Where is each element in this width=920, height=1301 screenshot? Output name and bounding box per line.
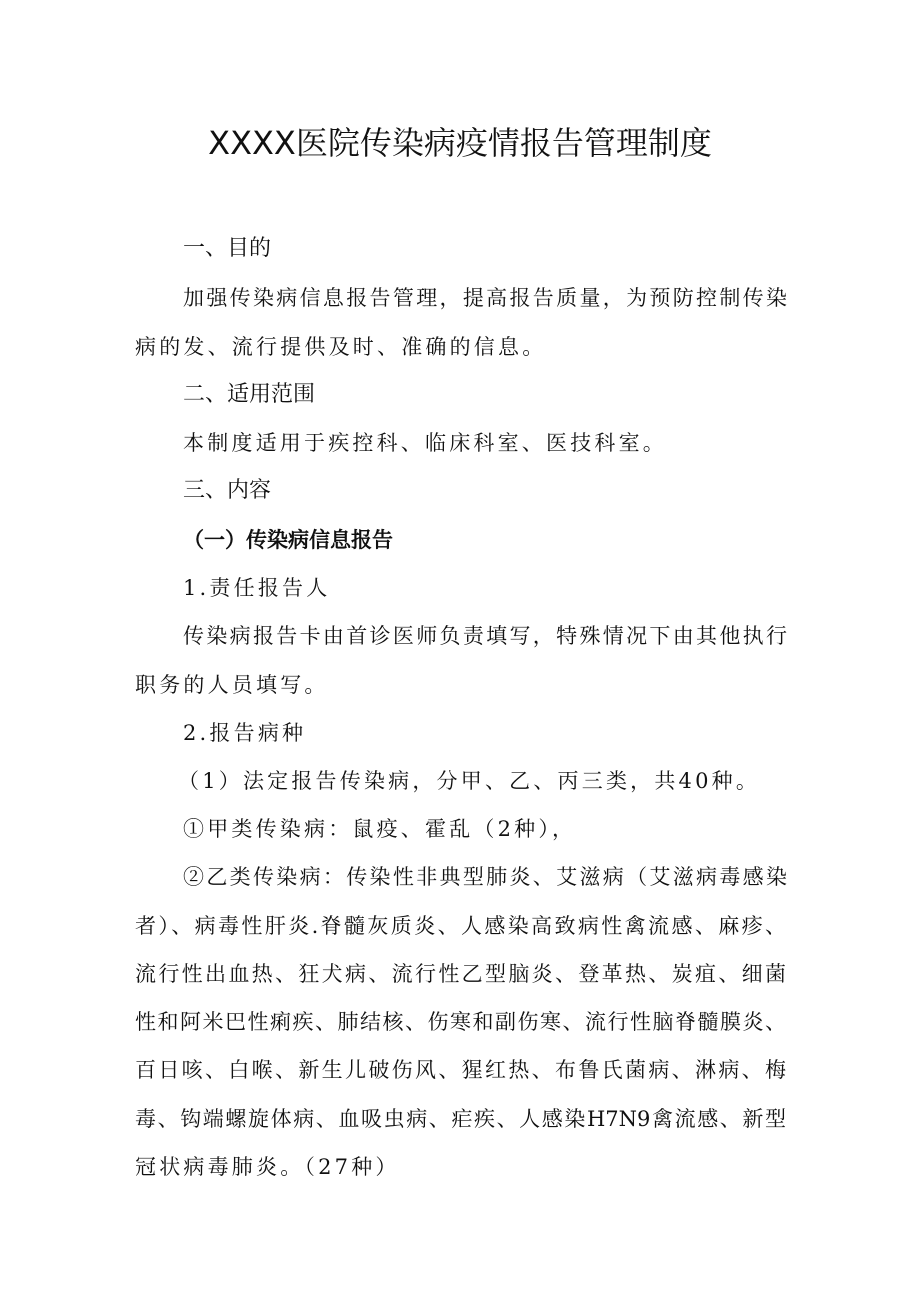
subsection-heading: （一）传染病信息报告 (183, 528, 393, 552)
paragraph-line: 传染病报告卡由首诊医师负责填写，特殊情况下由其他执行 (183, 624, 787, 648)
paragraph-line: ②乙类传染病：传染性非典型肺炎、艾滋病（艾滋病毒感染 (183, 865, 787, 889)
item-title: 2.报告病种 (183, 721, 307, 745)
paragraph-line: 加强传染病信息报告管理，提高报告质量，为预防控制传染 (183, 286, 787, 310)
paragraph-line: 性和阿米巴性痢疾、肺结核、伤寒和副伤寒、流行性脑脊髓膜炎、 (135, 1010, 786, 1034)
paragraph-line: 百日咳、白喉、新生儿破伤风、猩红热、布鲁氏菌病、淋病、梅 (135, 1058, 786, 1082)
item-title: 1.责任报告人 (183, 576, 331, 600)
paragraph-line: ①甲类传染病：鼠疫、霍乱（2种）， (183, 817, 577, 841)
paragraph-line: 病的发、流行提供及时、准确的信息。 (135, 335, 547, 359)
document-title: XXXX医院传染病疫情报告管理制度 (208, 124, 712, 162)
section-heading-purpose: 一、目的 (183, 236, 272, 261)
paragraph-line: 毒、钩端螺旋体病、血吸虫病、疟疾、人感染H7N9禽流感、新型 (135, 1107, 786, 1131)
section-heading-scope: 二、适用范围 (183, 382, 316, 407)
paragraph-line: （1）法定报告传染病，分甲、乙、丙三类，共40种。 (178, 769, 761, 793)
paragraph-line: 者）、病毒性肝炎.脊髓灰质炎、人感染高致病性禽流感、麻疹、 (135, 914, 786, 938)
paragraph-line: 冠状病毒肺炎。（27种） (135, 1155, 400, 1179)
paragraph-line: 本制度适用于疾控科、临床科室、医技科室。 (183, 431, 667, 455)
paragraph-line: 职务的人员填写。 (135, 673, 329, 697)
section-heading-content: 三、内容 (183, 478, 272, 503)
paragraph-line: 流行性出血热、狂犬病、流行性乙型脑炎、登革热、炭疽、细菌 (135, 962, 786, 986)
